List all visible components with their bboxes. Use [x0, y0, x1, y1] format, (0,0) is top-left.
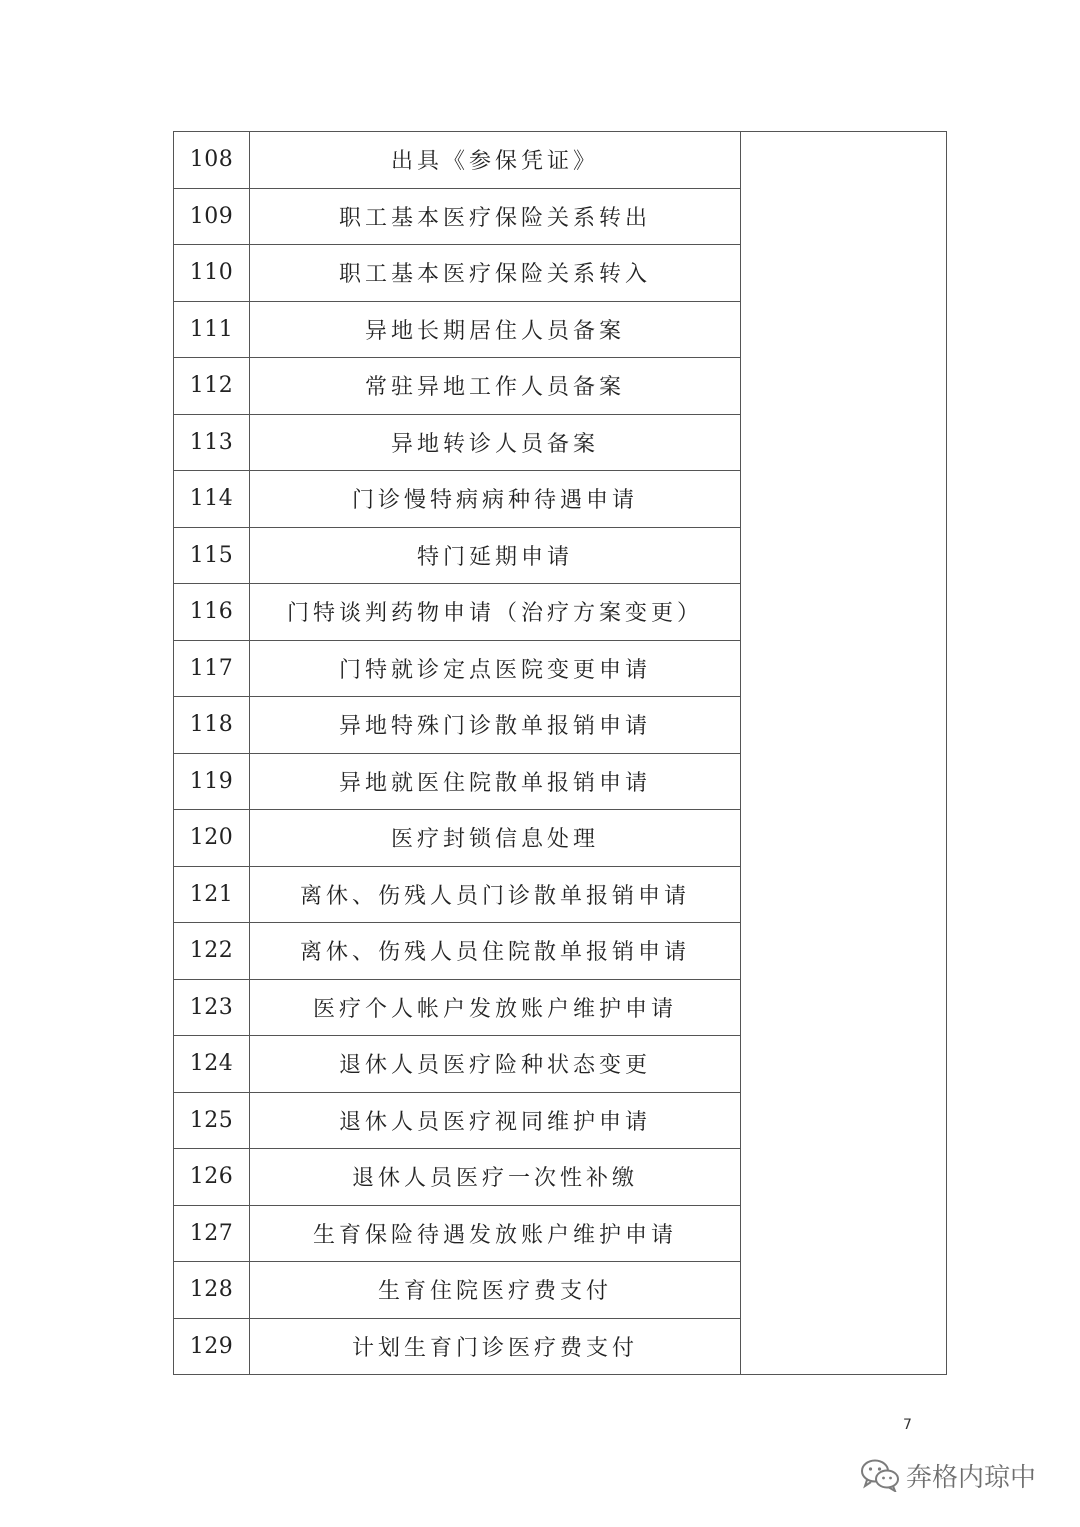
- service-name-cell: 异地长期居住人员备案: [250, 301, 741, 358]
- row-number-cell: 110: [174, 245, 250, 302]
- service-table: [173, 131, 947, 1375]
- watermark: [860, 1455, 1036, 1495]
- table-row: [174, 132, 947, 189]
- row-number-cell: 117: [174, 640, 250, 697]
- service-name-cell: 门特就诊定点医院变更申请: [250, 640, 741, 697]
- row-number-cell: 108: [174, 132, 250, 189]
- row-number-cell: 119: [174, 753, 250, 810]
- service-name-cell: 异地就医住院散单报销申请: [250, 753, 741, 810]
- service-name-cell: 职工基本医疗保险关系转出: [250, 188, 741, 245]
- row-number-cell: 120: [174, 810, 250, 867]
- service-name-cell: 常驻异地工作人员备案: [250, 358, 741, 415]
- row-number-cell: 126: [174, 1149, 250, 1206]
- page-number: 7: [903, 1417, 912, 1433]
- wechat-icon: [860, 1458, 900, 1492]
- row-number-cell: 125: [174, 1092, 250, 1149]
- service-name-cell: 计划生育门诊医疗费支付: [250, 1318, 741, 1375]
- service-table-body: [174, 132, 947, 1375]
- row-number-cell: 109: [174, 188, 250, 245]
- service-name-cell: 出具《参保凭证》: [250, 132, 741, 189]
- service-name-cell: 门特谈判药物申请（治疗方案变更）: [250, 584, 741, 641]
- row-number-cell: 118: [174, 697, 250, 754]
- service-name-cell: 医疗封锁信息处理: [250, 810, 741, 867]
- service-name-cell: 职工基本医疗保险关系转入: [250, 245, 741, 302]
- row-number-cell: 111: [174, 301, 250, 358]
- service-name-cell: 生育保险待遇发放账户维护申请: [250, 1205, 741, 1262]
- service-name-cell: 退休人员医疗险种状态变更: [250, 1036, 741, 1093]
- row-number-cell: 128: [174, 1262, 250, 1319]
- row-number-cell: 123: [174, 979, 250, 1036]
- service-name-cell: 离休、伤残人员门诊散单报销申请: [250, 866, 741, 923]
- row-number-cell: 114: [174, 471, 250, 528]
- row-number-cell: 116: [174, 584, 250, 641]
- remarks-cell: [741, 132, 947, 1375]
- row-number-cell: 122: [174, 923, 250, 980]
- row-number-cell: 121: [174, 866, 250, 923]
- row-number-cell: 129: [174, 1318, 250, 1375]
- watermark-text: 奔格内琼中: [906, 1462, 1037, 1493]
- row-number-cell: 113: [174, 414, 250, 471]
- row-number-cell: 112: [174, 358, 250, 415]
- row-number-cell: 115: [174, 527, 250, 584]
- service-name-cell: 离休、伤残人员住院散单报销申请: [250, 923, 741, 980]
- row-number-cell: 127: [174, 1205, 250, 1262]
- service-name-cell: 退休人员医疗视同维护申请: [250, 1092, 741, 1149]
- service-name-cell: 异地特殊门诊散单报销申请: [250, 697, 741, 754]
- service-name-cell: 退休人员医疗一次性补缴: [250, 1149, 741, 1206]
- service-name-cell: 门诊慢特病病种待遇申请: [250, 471, 741, 528]
- row-number-cell: 124: [174, 1036, 250, 1093]
- service-name-cell: 医疗个人帐户发放账户维护申请: [250, 979, 741, 1036]
- service-name-cell: 生育住院医疗费支付: [250, 1262, 741, 1319]
- service-name-cell: 特门延期申请: [250, 527, 741, 584]
- service-name-cell: 异地转诊人员备案: [250, 414, 741, 471]
